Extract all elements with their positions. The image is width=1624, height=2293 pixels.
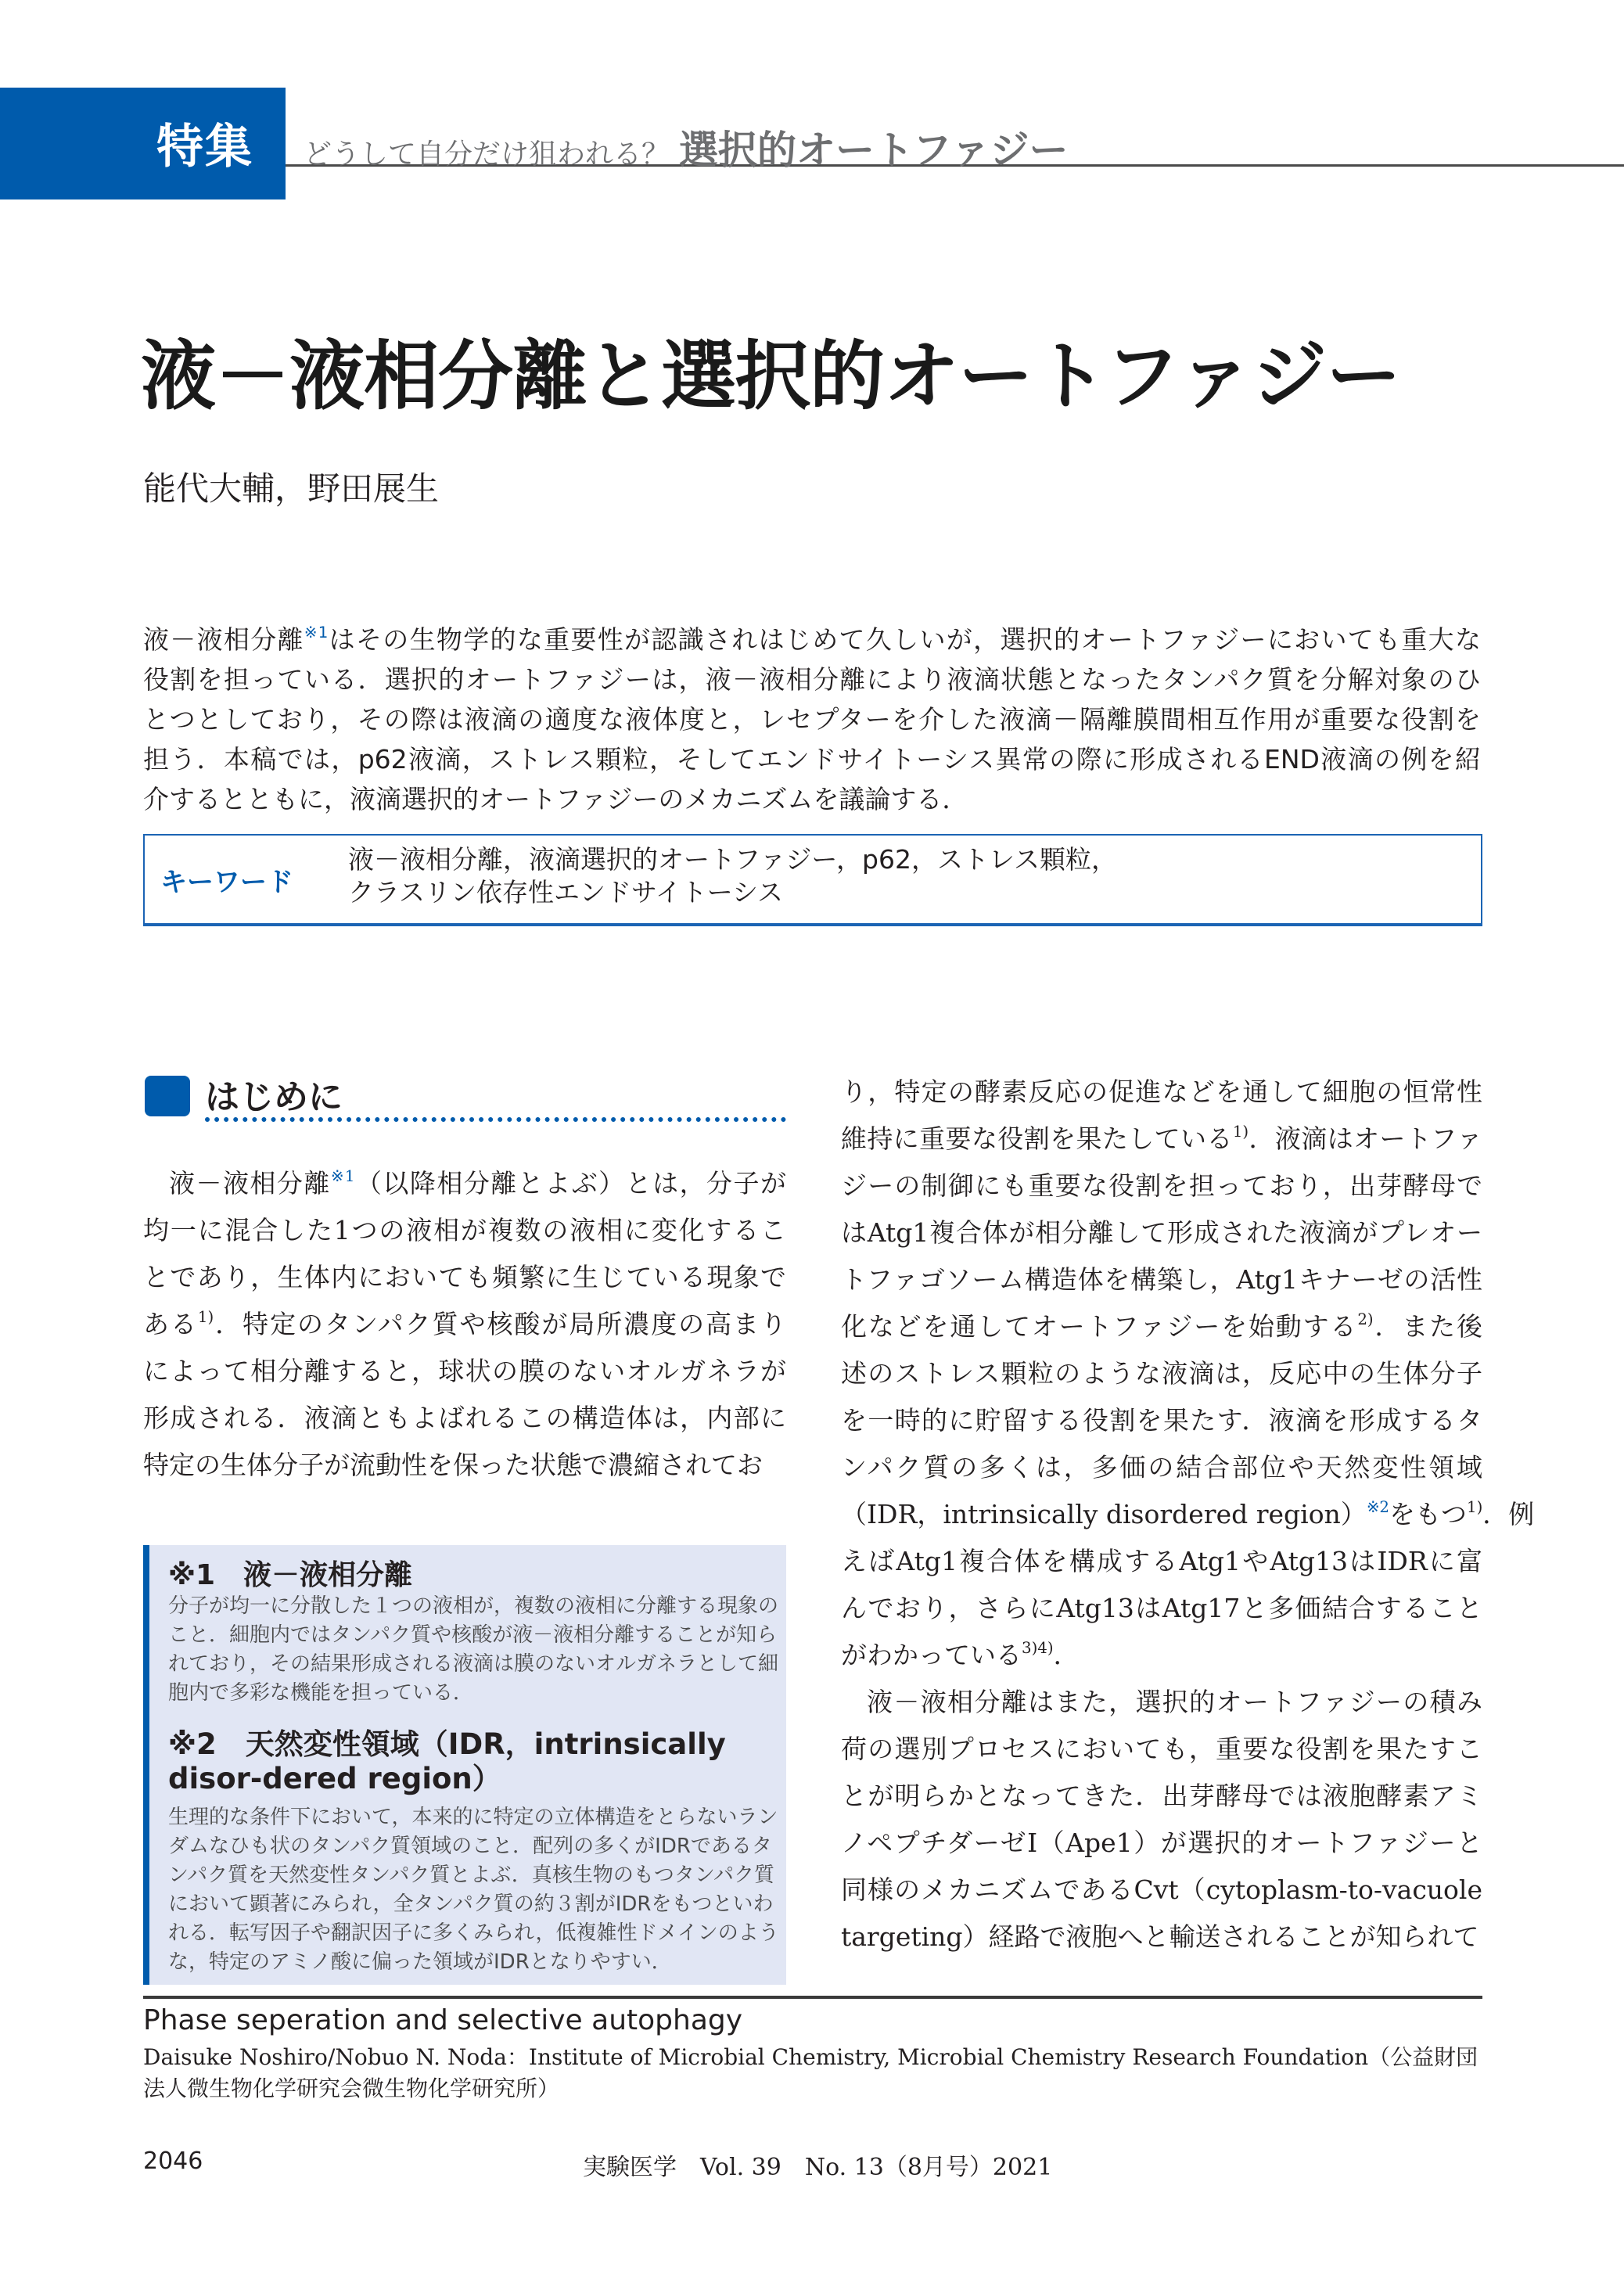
text-line: 化などを通してオートファジーを始動する$^{2)}$．また後	[841, 1310, 1483, 1342]
keyword-list	[348, 843, 1117, 909]
text-line: ノペプチダーゼⅠ（Ape1）が選択的オートファジーと	[841, 1828, 1482, 1858]
authors: 能代大輔，野田展生	[143, 469, 440, 508]
note-reference: ※1	[330, 1167, 355, 1186]
text-line: ンパク質の多くは，多価の結合部位や天然変性領域	[841, 1452, 1482, 1483]
citation-reference: 3)4)	[1022, 1639, 1054, 1658]
section-marker-icon	[145, 1076, 190, 1116]
note-reference: ※1	[304, 624, 329, 642]
section-heading: はじめに	[205, 1077, 343, 1117]
note-reference: ※2	[1366, 1498, 1389, 1517]
text-line: ジーの制御にも重要な役割を担っており，出芽酵母で	[841, 1170, 1482, 1201]
text-line: 分子が均一に分散した１つの液相が，複数の液相に分離する現象の	[168, 1594, 779, 1618]
text-line: とが明らかとなってきた．出芽酵母では液胞酵素アミ	[841, 1781, 1482, 1811]
text-line: 均一に混合した1つの液相が複数の液相に変化するこ	[143, 1215, 786, 1245]
text-line: がわかっている$^{3)4)}$．	[841, 1639, 1080, 1670]
keyword-label: キーワード	[160, 867, 293, 898]
feature-tag: 特集	[156, 120, 253, 174]
text-line: トファゴソーム構造体を構築し，Atg1キナーゼの活性	[841, 1264, 1482, 1295]
right-column-body	[841, 1069, 1535, 1961]
text-line: 維持に重要な役割を果たしている$^{1)}$．液滴はオートファ	[841, 1123, 1483, 1154]
text-line: クラスリン依存性エンドサイトーシス	[348, 877, 784, 907]
text-line: んでおり，さらにAtg13はAtg17と多価結合すること	[841, 1593, 1482, 1623]
text-line: 特定の生体分子が流動性を保った状態で濃縮されてお	[143, 1450, 763, 1480]
text-line: 形成される．液滴ともよばれるこの構造体は，内部に	[143, 1403, 787, 1433]
text-line: targeting）経路で液胞へと輸送されることが知られて	[841, 1921, 1479, 1952]
text-line: とつとしており，その際は液滴の適度な液体度と，レセプターを介した液滴－隔離膜間相互作用が重要な役割を	[143, 704, 1481, 735]
glossary-text-2	[168, 1803, 779, 1977]
text-line: において顕著にみられ，全タンパク質の約３割がIDRをもつといわ	[168, 1892, 774, 1916]
text-line: ンパク質を天然変性タンパク質とよぶ．真核生物のもつタンパク質	[168, 1864, 775, 1887]
text-line: 介するとともに，液滴選択的オートファジーのメカニズムを議論する．	[143, 784, 968, 814]
text-line: えばAtg1複合体を構成するAtg1やAtg13はIDRに富	[841, 1546, 1482, 1576]
text-line: 液－液相分離$^{※1}$はその生物学的な重要性が認識されはじめて久しいが，選択的オートファジーにおいても重大な	[143, 624, 1481, 655]
glossary-heading-1: ※1 液－液相分離	[168, 1559, 413, 1591]
citation-reference: 2)	[1357, 1310, 1374, 1329]
affiliation: Daisuke Noshiro/Nobuo N. Noda：Institute of Microbial Chemistry, Microbial Chemistry Research Foundation（公益財団法人微生物化学研究会微生物化学研究所）	[143, 2044, 1478, 2101]
text-line: を一時的に貯留する役割を果たす．液滴を形成するタ	[841, 1405, 1482, 1436]
text-line: とであり，生体内においても頻繁に生じている現象で	[143, 1262, 786, 1292]
glossary-heading-2: ※2 天然変性領域（IDR，intrinsically disor-dered region）	[168, 1727, 726, 1795]
footer-rule	[143, 1996, 1482, 1999]
text-line: れる．転写因子や翻訳因子に多くみられ，低複雑性ドメインのよう	[168, 1921, 779, 1945]
text-line: 液－液相分離，液滴選択的オートファジー，p62，ストレス顆粒，	[348, 844, 1117, 875]
text-line: 液－液相分離$^{※1}$（以降相分離とよぶ）とは，分子が	[169, 1167, 787, 1199]
section-dotted-rule	[205, 1117, 786, 1122]
text-line: 役割を担っている．選択的オートファジーは，液－液相分離により液滴状態となったタンパク質を分解対象のひ	[143, 664, 1481, 695]
text-line: 述のストレス顆粒のような液滴は，反応中の生体分子	[841, 1358, 1482, 1389]
text-line: はAtg1複合体が相分離して形成された液滴がプレオー	[841, 1217, 1482, 1248]
article-title: 液－液相分離と選択的オートファジー	[141, 332, 1401, 420]
text-line: 液－液相分離はまた，選択的オートファジーの積み	[867, 1687, 1482, 1717]
text-line: り，特定の酵素反応の促進などを通して細胞の恒常性	[841, 1076, 1482, 1107]
english-title: Phase seperation and selective autophagy	[143, 2004, 743, 2036]
text-line: こと．細胞内ではタンパク質や核酸が液－液相分離することが知ら	[168, 1623, 778, 1647]
citation-reference: 1)	[197, 1308, 214, 1327]
text-line: 同様のメカニズムであるCvt（cytoplasm-to-vacuole	[841, 1874, 1482, 1905]
text-line: 胞内で多彩な機能を担っている．	[168, 1681, 474, 1705]
glossary-text-1	[168, 1592, 779, 1708]
journal-citation: 実験医学 Vol. 39 No. 13（8月号）2021	[583, 2154, 1053, 2181]
page-number: 2046	[143, 2147, 203, 2175]
series-title	[304, 119, 1069, 175]
text-line: 生理的な条件下において，本来的に特定の立体構造をとらないラン	[168, 1806, 778, 1829]
text-line: れており，その結果形成される液滴は膜のないオルガネラとして細	[168, 1652, 779, 1676]
citation-reference: 1)	[1466, 1498, 1483, 1517]
text-line: 担う．本稿では，p62液滴，ストレス顆粒，そしてエンドサイトーシス異常の際に形成されるEND液滴の例を紹	[143, 744, 1481, 775]
abstract	[143, 620, 1481, 819]
text-line: （IDR，intrinsically disordered region）$^{※2}$をもつ$^{1)}$．例	[841, 1498, 1535, 1529]
text-line: ある$^{1)}$．特定のタンパク質や核酸が局所濃度の高まり	[143, 1308, 786, 1339]
text-line: 荷の選別プロセスにおいても，重要な役割を果たすこ	[841, 1734, 1482, 1764]
series-name: 選択的オートファジー	[679, 128, 1069, 173]
text-line: ダムなひも状のタンパク質領域のこと．配列の多くがIDRであるタ	[168, 1835, 772, 1858]
citation-reference: 1)	[1232, 1123, 1249, 1141]
text-line: によって相分離すると，球状の膜のないオルガネラが	[143, 1356, 786, 1386]
left-column-body	[143, 1160, 786, 1489]
text-line: な，特定のアミノ酸に偏った領域がIDRとなりやすい．	[168, 1950, 672, 1974]
series-question: どうして自分だけ狙われる？	[304, 138, 670, 171]
